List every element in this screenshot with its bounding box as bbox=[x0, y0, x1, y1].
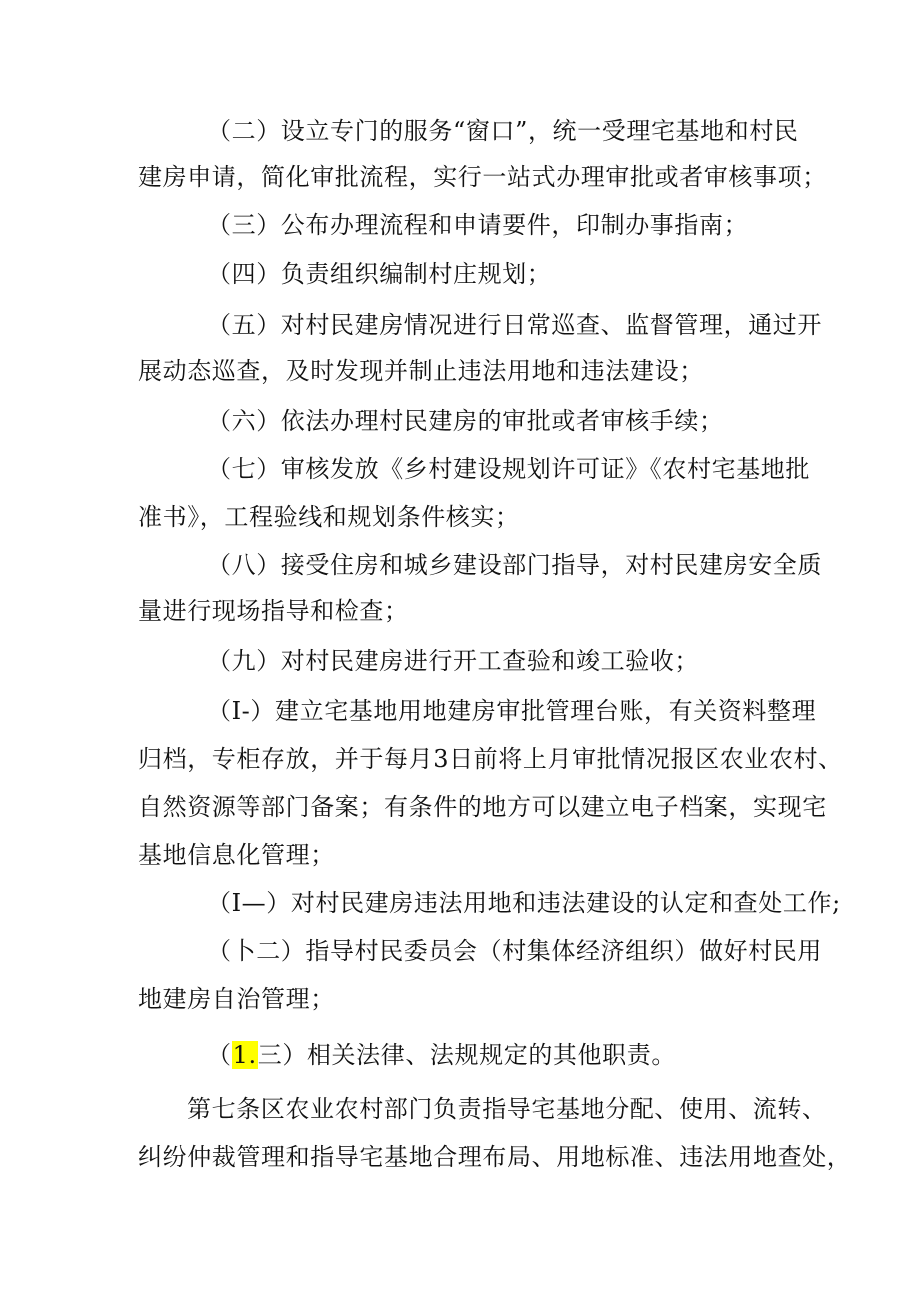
text-line: （四）负责组织编制村庄规划； bbox=[207, 260, 552, 288]
text-line: 归档，专柜存放，并于每月3日前将上月审批情况报区农业农村、 bbox=[138, 745, 843, 773]
article-7-line: 第七条区农业农村部门负责指导宅基地分配、使用、流转、 bbox=[187, 1095, 827, 1123]
text-line: （三）公布办理流程和申请要件，印制办事指南； bbox=[207, 211, 749, 239]
item-13-line bbox=[207, 1040, 676, 1070]
text-line: 自然资源等部门备案；有条件的地方可以建立电子档案，实现宅 bbox=[138, 793, 827, 821]
text-line: 地建房自治管理； bbox=[138, 985, 335, 1013]
text-line: （I-）建立宅基地用地建房审批管理台账，有关资料整理 bbox=[207, 697, 817, 725]
text-line: （六）依法办理村民建房的审批或者审核手续； bbox=[207, 407, 724, 435]
text-line: （九）对村民建房进行开工查验和竣工验收； bbox=[207, 647, 699, 675]
text-line: （二）设立专门的服务“窗口”，统一受理宅基地和村民 bbox=[207, 117, 799, 145]
text-line: （八）接受住房和城乡建设部门指导，对村民建房安全质 bbox=[207, 551, 822, 579]
text-line: （七）审核发放《乡村建设规划许可证》《农村宅基地批 bbox=[207, 455, 810, 483]
item-13-open-paren: （ bbox=[207, 1041, 232, 1069]
text-line: （卜二）指导村民委员会（村集体经济组织）做好村民用 bbox=[207, 937, 822, 965]
article-7-line: 纠纷仲裁管理和指导宅基地合理布局、用地标准、违法用地查处， bbox=[138, 1143, 852, 1171]
text-line: （I—）对村民建房违法用地和违法建设的认定和查处工作; bbox=[207, 889, 841, 917]
text-line: 基地信息化管理； bbox=[138, 841, 335, 869]
text-line: 量进行现场指导和检查； bbox=[138, 597, 409, 625]
highlighted-text: 1. bbox=[232, 1041, 257, 1069]
text-line: 建房申请，简化审批流程，实行一站式办理审批或者审核事项； bbox=[138, 163, 827, 191]
text-line: （五）对村民建房情况进行日常巡查、监督管理，通过开 bbox=[207, 311, 822, 339]
text-line: 展动态巡查，及时发现并制止违法用地和违法建设； bbox=[138, 357, 704, 385]
text-line: 准书》，工程验线和规划条件核实； bbox=[138, 503, 520, 531]
item-13-text: 三）相关法律、法规规定的其他职责。 bbox=[257, 1041, 676, 1069]
